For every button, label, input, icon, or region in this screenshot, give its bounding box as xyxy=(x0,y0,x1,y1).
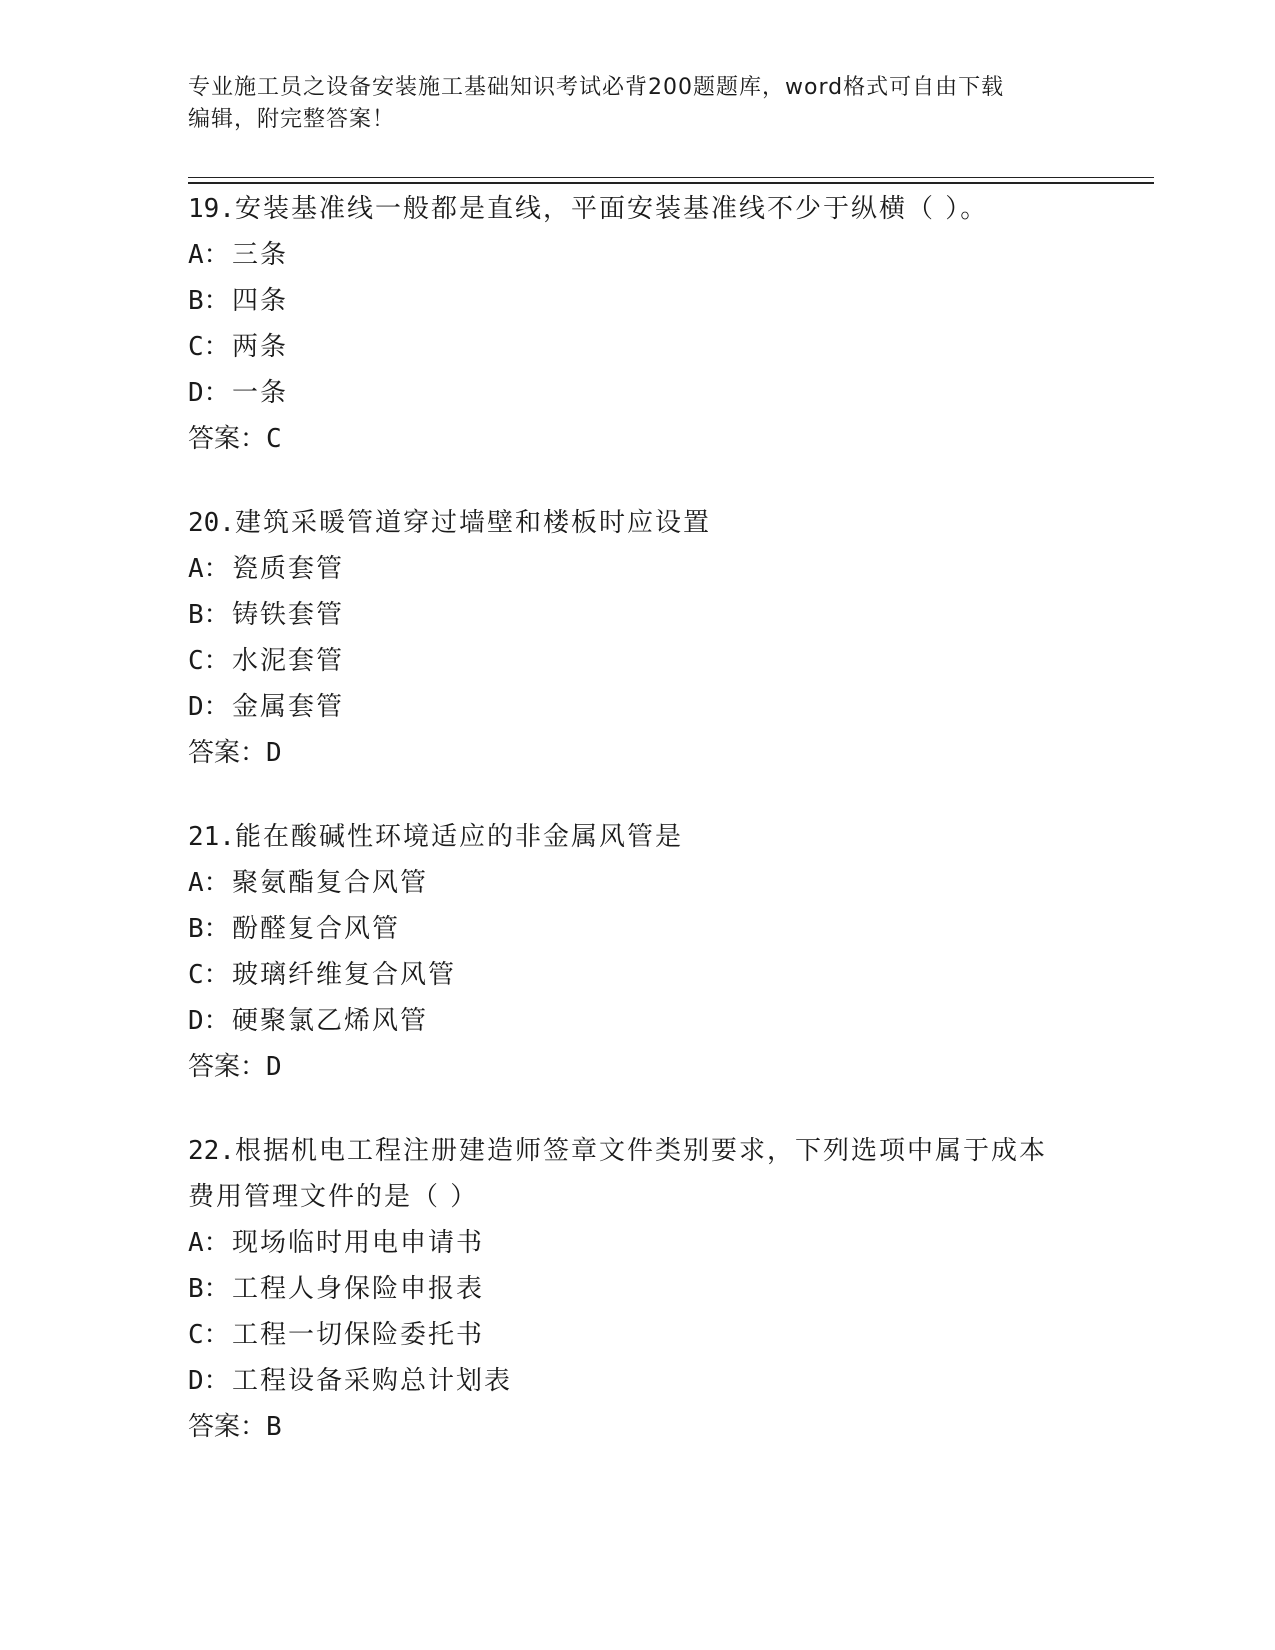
document-header xyxy=(188,72,1068,136)
question-title-continued: 费用管理文件的是（ ） xyxy=(188,1182,479,1212)
option-text: 现场临时用电申请书 xyxy=(232,1228,485,1258)
question-number: 19. xyxy=(188,194,235,224)
option-text: 三条 xyxy=(232,240,289,270)
option-key: A： xyxy=(188,1228,230,1258)
option-a xyxy=(188,1220,1088,1266)
option-key: D： xyxy=(188,1006,230,1036)
question-number: 21. xyxy=(188,822,235,852)
option-key: A： xyxy=(188,868,230,898)
option-text: 铸铁套管 xyxy=(232,600,345,630)
option-text: 聚氨酯复合风管 xyxy=(232,868,429,898)
option-d xyxy=(188,684,1088,730)
option-d xyxy=(188,998,1088,1044)
question-number: 22. xyxy=(188,1136,235,1166)
option-text: 一条 xyxy=(232,378,289,408)
answer-value: D xyxy=(266,738,282,768)
option-text: 硬聚氯乙烯风管 xyxy=(232,1006,429,1036)
option-text: 金属套管 xyxy=(232,692,345,722)
option-key: C： xyxy=(188,332,230,362)
answer-line xyxy=(188,1044,1088,1090)
option-text: 瓷质套管 xyxy=(232,554,345,584)
option-c xyxy=(188,1312,1088,1358)
option-key: B： xyxy=(188,1274,230,1304)
question-text: 建筑采暖管道穿过墙壁和楼板时应设置 xyxy=(234,508,711,538)
option-d xyxy=(188,370,1088,416)
header-line-2: 编辑，附完整答案！ xyxy=(188,107,396,132)
option-text: 工程设备采购总计划表 xyxy=(232,1366,513,1396)
question-22 xyxy=(188,1128,1088,1450)
question-title xyxy=(188,186,1088,232)
option-c xyxy=(188,952,1088,998)
option-b xyxy=(188,906,1088,952)
question-text: 根据机电工程注册建造师签章文件类别要求，下列选项中属于成本 xyxy=(234,1136,1047,1166)
answer-label: 答案： xyxy=(188,738,267,768)
answer-value: C xyxy=(266,424,282,454)
option-key: A： xyxy=(188,554,230,584)
question-number: 20. xyxy=(188,508,235,538)
option-a xyxy=(188,232,1088,278)
option-key: C： xyxy=(188,646,230,676)
option-text: 水泥套管 xyxy=(232,646,345,676)
question-text: 能在酸碱性环境适应的非金属风管是 xyxy=(234,822,683,852)
option-key: D： xyxy=(188,1366,230,1396)
option-b xyxy=(188,1266,1088,1312)
option-d xyxy=(188,1358,1088,1404)
answer-line xyxy=(188,416,1088,462)
option-b xyxy=(188,592,1088,638)
option-b xyxy=(188,278,1088,324)
option-text: 工程一切保险委托书 xyxy=(232,1320,485,1350)
answer-label: 答案： xyxy=(188,424,267,454)
header-line-1: 专业施工员之设备安装施工基础知识考试必背200题题库，word格式可自由下载 xyxy=(188,75,1005,100)
option-text: 两条 xyxy=(232,332,289,362)
question-20 xyxy=(188,500,1088,776)
option-key: C： xyxy=(188,960,230,990)
option-c xyxy=(188,324,1088,370)
option-key: C： xyxy=(188,1320,230,1350)
answer-value: D xyxy=(266,1052,282,1082)
answer-line xyxy=(188,730,1088,776)
answer-value: B xyxy=(266,1412,282,1442)
option-c xyxy=(188,638,1088,684)
option-text: 工程人身保险申报表 xyxy=(232,1274,485,1304)
option-key: D： xyxy=(188,378,230,408)
question-title xyxy=(188,814,1088,860)
header-divider-thin xyxy=(188,177,1154,178)
option-key: B： xyxy=(188,600,230,630)
question-21 xyxy=(188,814,1088,1090)
option-text: 四条 xyxy=(232,286,289,316)
option-a xyxy=(188,860,1088,906)
question-title xyxy=(188,1128,1088,1174)
header-divider-thick xyxy=(188,182,1154,184)
answer-line xyxy=(188,1404,1088,1450)
answer-label: 答案： xyxy=(188,1412,267,1442)
answer-label: 答案： xyxy=(188,1052,267,1082)
option-text: 玻璃纤维复合风管 xyxy=(232,960,457,990)
option-text: 酚醛复合风管 xyxy=(232,914,401,944)
question-title xyxy=(188,500,1088,546)
option-key: A： xyxy=(188,240,230,270)
question-19 xyxy=(188,186,1088,462)
option-a xyxy=(188,546,1088,592)
option-key: B： xyxy=(188,914,230,944)
option-key: B： xyxy=(188,286,230,316)
question-text: 安装基准线一般都是直线，平面安装基准线不少于纵横（ ）。 xyxy=(234,194,989,224)
option-key: D： xyxy=(188,692,230,722)
